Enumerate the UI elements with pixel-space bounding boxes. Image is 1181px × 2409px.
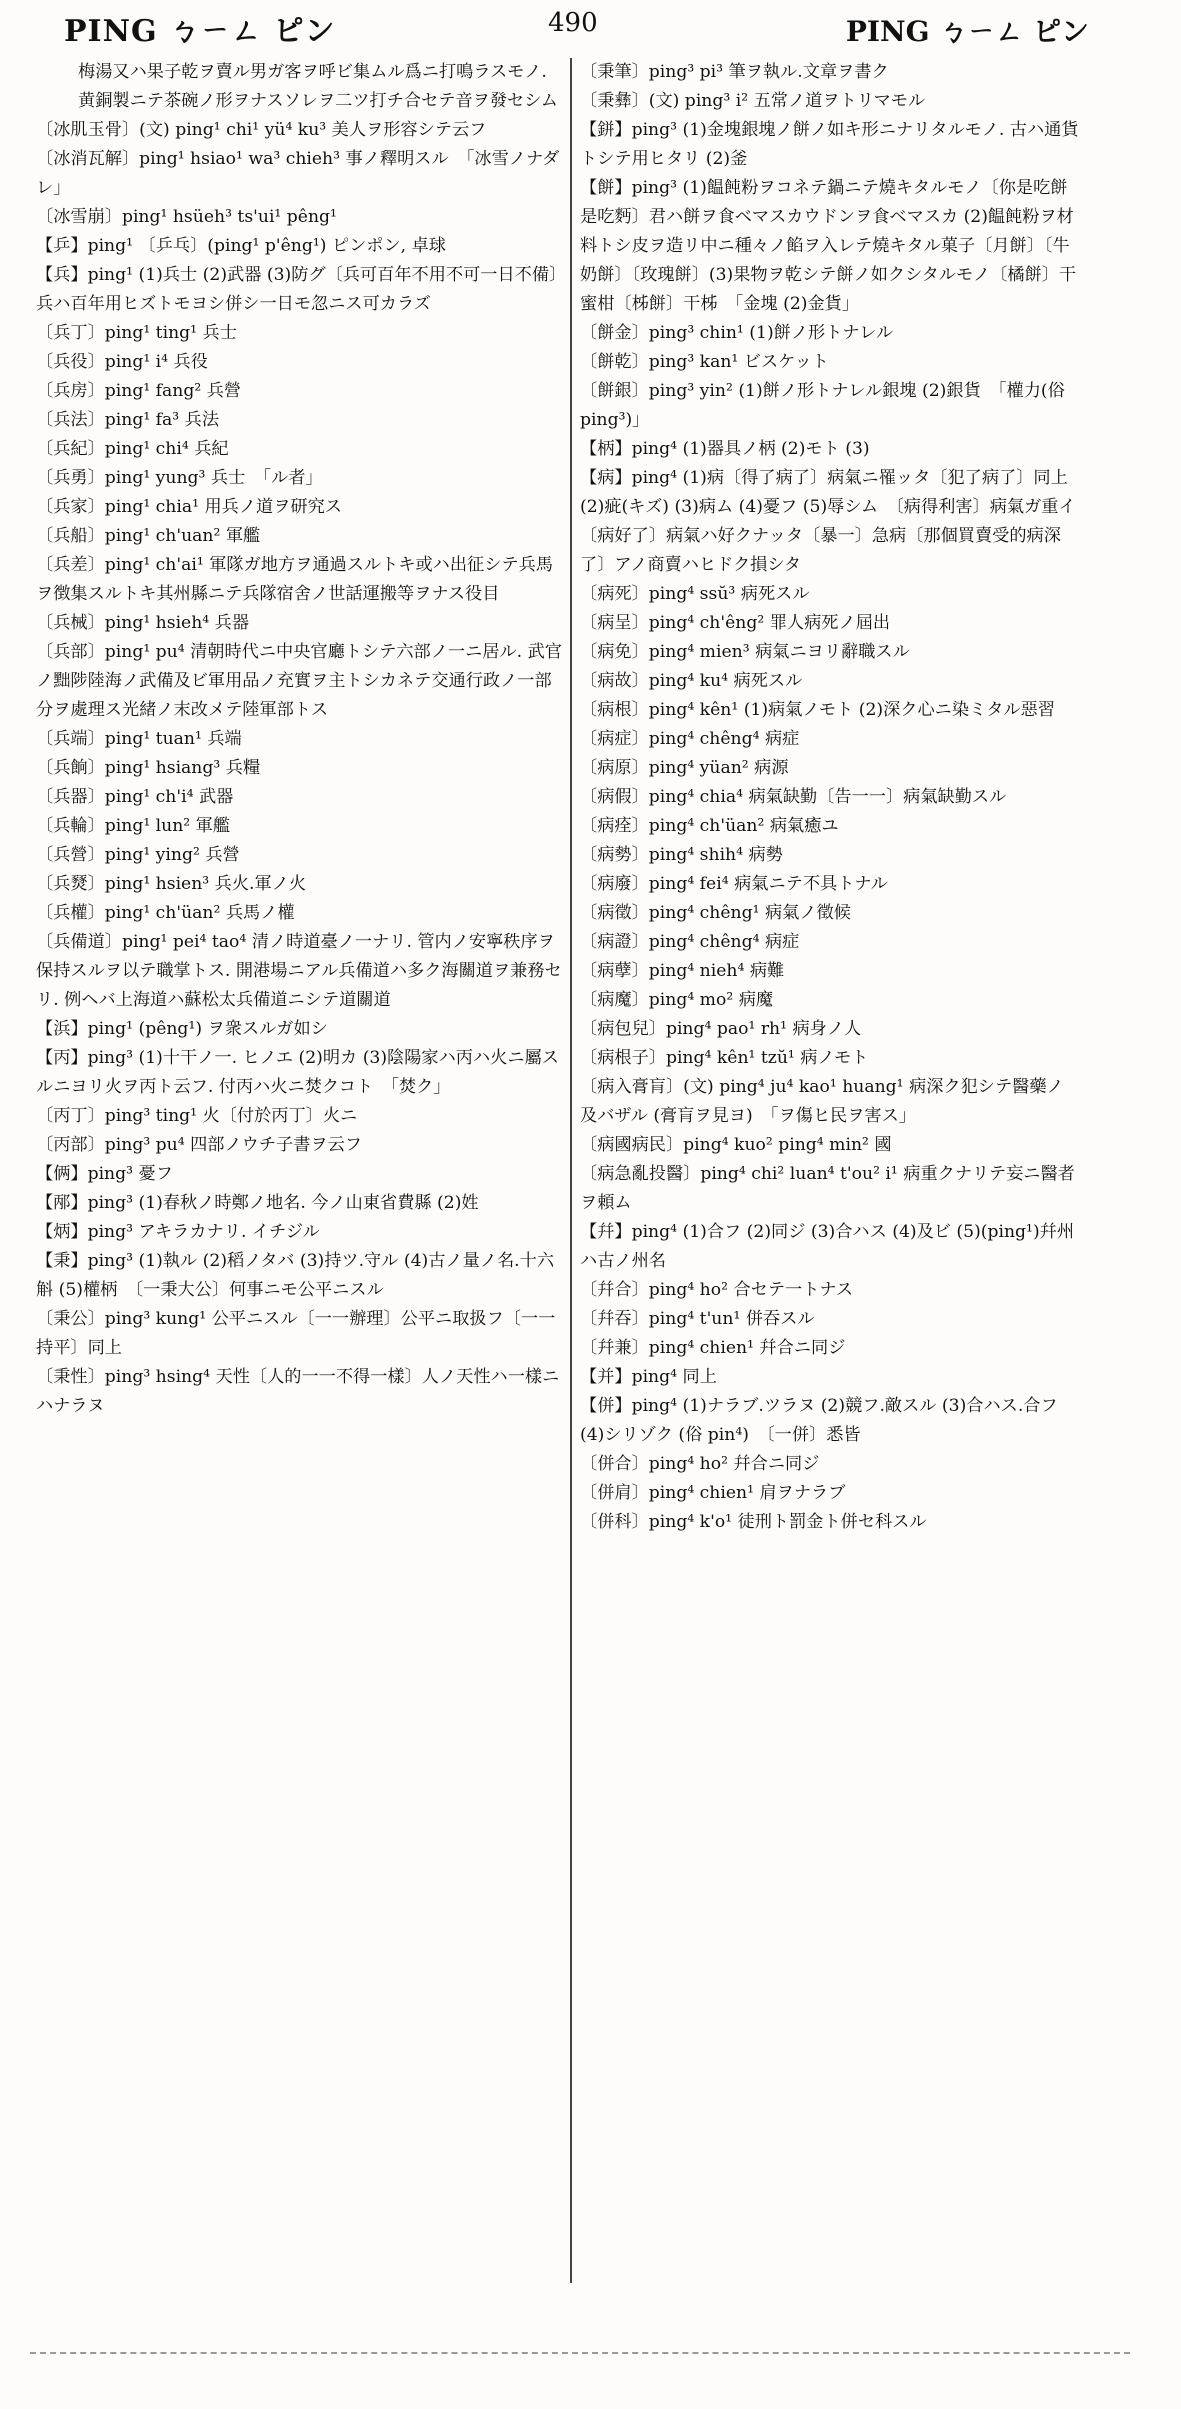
entry-definition: 兵營	[205, 845, 240, 865]
entry-headword: 〔病入膏肓〕(文) ping⁴ ju⁴ kao¹ huang¹	[580, 1077, 904, 1097]
entry-definition: 四部ノウチ子書ヲ云フ	[190, 1135, 362, 1155]
dictionary-entry	[36, 812, 568, 841]
dictionary-entry	[580, 1131, 1080, 1160]
dictionary-entry	[36, 1247, 568, 1305]
dictionary-entry	[36, 725, 568, 754]
entry-headword: 〔兵權〕ping¹ ch'üan²	[36, 903, 221, 923]
dictionary-entry	[36, 870, 568, 899]
entry-headword: 〔病急亂投醫〕ping⁴ chi² luan⁴ t'ou² i¹	[580, 1164, 898, 1184]
entry-headword: 〔冰肌玉骨〕(文) ping¹ chi¹ yü⁴ ku³	[36, 120, 327, 140]
entry-headword: 〔秉公〕ping³ kung¹	[36, 1309, 207, 1329]
dictionary-entry	[580, 435, 1080, 464]
dictionary-entry	[580, 1305, 1080, 1334]
dictionary-entry	[580, 638, 1080, 667]
entry-headword: 〔餅金〕ping³ chin¹	[580, 323, 744, 343]
header-left-guide: PING ㄅㄧㄥ ピン	[64, 14, 336, 49]
entry-headword: 〔病原〕ping⁴ yüan²	[580, 758, 749, 778]
entry-definition: ヲ衆スルガ如シ	[207, 1019, 328, 1039]
dictionary-entry	[36, 377, 568, 406]
column-divider	[570, 58, 572, 2283]
entry-definition: (1)器具ノ柄 (2)モト (3)	[682, 439, 870, 459]
entry-headword: 〔兵輪〕ping¹ lun²	[36, 816, 191, 836]
entry-headword: 〔幷兼〕ping⁴ chien¹	[580, 1338, 754, 1358]
entry-headword: 【并】ping⁴	[580, 1367, 678, 1387]
entry-headword: 【丙】ping³	[36, 1048, 134, 1068]
dictionary-entry	[36, 348, 568, 377]
entry-definition: 用兵ノ道ヲ研究ス	[204, 497, 342, 517]
entry-definition: 病氣缺勤〔告一一〕病氣缺勤スル	[748, 787, 1007, 807]
entry-definition: 病魔	[738, 990, 774, 1010]
entry-definition: (1)ナラブ.ツラヌ (2)競フ.敵スル (3)合ハス.合フ (4)シリゾク (俗 pin⁴) 〔一併〕悉皆	[580, 1396, 1058, 1445]
header-right-guide: PING ㄅㄧㄥ ピン	[845, 15, 1089, 48]
entry-definition: 兵糧	[225, 758, 261, 778]
dictionary-entry	[580, 1276, 1080, 1305]
entry-headword: 〔兵船〕ping¹ ch'uan²	[36, 526, 221, 546]
dictionary-entry	[36, 1044, 568, 1102]
dictionary-entry	[580, 957, 1080, 986]
entry-definition: 病難	[749, 961, 785, 981]
dictionary-entry	[36, 1160, 568, 1189]
entry-definition: 病氣ノ徵候	[764, 903, 851, 923]
entry-definition: (1)兵士 (2)武器 (3)防グ〔兵可百年不用不可一日不備〕兵ハ百年用ヒズトモヨシ併シ一日モ忽ニス可カラズ	[36, 265, 567, 314]
entry-definition: 病死スル	[740, 584, 810, 604]
entry-definition: 兵紀	[194, 439, 229, 459]
dictionary-entry	[36, 1305, 568, 1363]
entry-headword: 【邴】ping³	[36, 1193, 134, 1213]
entry-definition: 兵營	[206, 381, 242, 401]
entry-headword: 【病】ping⁴	[580, 468, 678, 488]
entry-headword: 〔兵營〕ping¹ ying²	[36, 845, 200, 865]
entry-headword: 〔病症〕ping⁴ chêng⁴	[580, 729, 760, 749]
entry-headword: 〔秉性〕ping³ hsing⁴	[36, 1367, 211, 1387]
dictionary-entry	[580, 841, 1080, 870]
page-header	[0, 0, 1181, 50]
dictionary-entry	[580, 754, 1080, 783]
entry-definition: 兵法	[184, 410, 220, 430]
entry-headword: 〔幷合〕ping⁴ ho²	[580, 1280, 728, 1300]
entry-headword: 〔病故〕ping⁴ ku⁴	[580, 671, 729, 691]
entry-definition: 病身ノ人	[792, 1019, 862, 1039]
dictionary-entry	[36, 638, 568, 725]
footer-rule	[30, 2352, 1130, 2362]
entry-headword: 【餅】ping³	[580, 178, 678, 198]
entry-definition: 五常ノ道ヲトリマモル	[753, 91, 926, 111]
entry-headword: 〔病呈〕ping⁴ ch'êng²	[580, 613, 765, 633]
entry-headword: 〔幷吞〕ping⁴ t'un¹	[580, 1309, 741, 1329]
dictionary-entry	[580, 1508, 1080, 1537]
entry-definition: 兵火.軍ノ火	[214, 874, 307, 894]
entry-definition: 病氣癒ユ	[769, 816, 839, 836]
entry-headword: 〔病徵〕ping⁴ chêng¹	[580, 903, 760, 923]
dictionary-entry	[580, 1450, 1080, 1479]
entry-definition: 火〔付於丙丁〕火ニ	[202, 1106, 358, 1126]
entry-headword: 〔兵房〕ping¹ fang²	[36, 381, 202, 401]
entry-definition: ビスケット	[743, 352, 829, 372]
entry-headword: 〔兵燹〕ping¹ hsien³	[36, 874, 210, 894]
entry-headword: 〔兵法〕ping¹ fa³	[36, 410, 180, 430]
entry-headword: 〔病假〕ping⁴ chia⁴	[580, 787, 744, 807]
entry-definition: 併吞スル	[745, 1309, 815, 1329]
entry-headword: 〔病廢〕ping⁴ fei⁴	[580, 874, 729, 894]
dictionary-entry	[36, 783, 568, 812]
entry-definition: 病死スル	[733, 671, 803, 691]
entry-definition: (1)執ル (2)稻ノタバ (3)持ツ.守ル (4)古ノ量ノ名.十六斛 (5)權柄 〔一秉大公〕何事ニモ公平ニスル	[36, 1251, 555, 1300]
dictionary-entry	[36, 928, 568, 1015]
entry-definition: 病源	[754, 758, 789, 778]
dictionary-entry	[36, 1102, 568, 1131]
entry-headword: 〔冰消瓦解〕ping¹ hsiao¹ wa³ chieh³	[36, 149, 341, 169]
dictionary-entry	[580, 116, 1080, 174]
dictionary-entry	[36, 232, 568, 261]
entry-headword: 【俩】ping³	[36, 1164, 134, 1184]
entry-definition: 病勢	[748, 845, 783, 865]
entry-definition: 國	[874, 1135, 892, 1155]
entry-headword: 〔秉彝〕(文) ping³ i²	[580, 91, 749, 111]
entry-definition: 合セテ一トナス	[733, 1280, 854, 1300]
dictionary-entry	[36, 522, 568, 551]
entry-definition: 兵馬ノ權	[225, 903, 295, 923]
entry-headword: 〔病包兒〕ping⁴ pao¹ rh¹	[580, 1019, 787, 1039]
dictionary-entry	[580, 319, 1080, 348]
dictionary-entry	[580, 609, 1080, 638]
dictionary-entry	[580, 1160, 1080, 1218]
entry-definition: 病症	[764, 932, 800, 952]
entry-headword: 〔病勢〕ping⁴ shih⁴	[580, 845, 744, 865]
entry-headword: 【鉼】ping³	[580, 120, 678, 140]
dictionary-entry	[36, 754, 568, 783]
dictionary-entry	[580, 174, 1080, 319]
entry-headword: 〔兵部〕ping¹ pu⁴	[36, 642, 185, 662]
dictionary-entry	[36, 609, 568, 638]
dictionary-entry	[36, 435, 568, 464]
entry-headword: 〔病根子〕ping⁴ kên¹ tzŭ¹	[580, 1048, 795, 1068]
entry-headword: 〔餅乾〕ping³ kan¹	[580, 352, 739, 372]
entry-definition: 筆ヲ執ル.文章ヲ書ク	[728, 62, 889, 82]
dictionary-entry	[580, 58, 1080, 87]
entry-definition: 病重クナリテ妄ニ醫者ヲ頼ム	[580, 1164, 1075, 1213]
dictionary-entry	[36, 841, 568, 870]
entry-definition: (1)饂飩粉ヲコネテ鍋ニテ燒キタルモノ〔你是吃餅是吃麪〕君ハ餅ヲ食ベマスカウドンヲ食ベマスカ (2)饂飩粉ヲ材料トシ皮ヲ造リ中ニ種々ノ餡ヲ入レテ燒キタル菓子〔月餅〕〔牛奶餅〕〔玫瑰餅〕(3)果物ヲ乾シテ餅ノ如クシタルモノ〔橘餅〕干蜜柑〔柹餅〕干柹 「金塊 (2)金貨」	[580, 178, 1077, 314]
entry-definition: 憂フ	[138, 1164, 173, 1184]
right-column	[580, 58, 1080, 1537]
entry-definition: 梅湯又ハ果子乾ヲ賣ル男ガ客ヲ呼ビ集ムル爲ニ打鳴ラスモノ. 黄銅製ニテ茶碗ノ形ヲナスソレヲ二ツ打チ合セテ音ヲ發セシム	[78, 62, 558, 111]
dictionary-entry	[36, 58, 568, 116]
entry-definition: 兵士	[202, 323, 237, 343]
entry-headword: 〔兵勇〕ping¹ yung³	[36, 468, 206, 488]
dictionary-entry	[580, 1073, 1080, 1131]
entry-headword: 【乒】ping¹	[36, 236, 134, 256]
entry-definition: 天性〔人的一一不得一樣〕人ノ天性ハ一樣ニハナラヌ	[36, 1367, 560, 1416]
entry-definition: 兵器	[214, 613, 250, 633]
entry-definition: 清ノ時道臺ノ一ナリ. 管内ノ安寧秩序ヲ保持スルヲ以テ職掌トス. 開港場ニアル兵備道ハ多ク海關道ヲ兼務セリ. 例ヘバ上海道ハ蘇松太兵備道ニシテ道關道	[36, 932, 562, 1010]
entry-definition: 徒刑ト罰金ト併セ科スル	[737, 1512, 927, 1532]
dictionary-entry	[36, 203, 568, 232]
entry-headword: 〔兵端〕ping¹ tuan¹	[36, 729, 202, 749]
entry-headword: 〔併合〕ping⁴ ho²	[580, 1454, 728, 1474]
dictionary-entry	[580, 1044, 1080, 1073]
entry-definition: (1)餅ノ形トナレル	[749, 323, 894, 343]
entry-definition: 軍艦	[225, 526, 261, 546]
dictionary-entry	[36, 116, 568, 145]
entry-headword: 〔併肩〕ping⁴ chien¹	[580, 1483, 754, 1503]
dictionary-entry	[580, 1015, 1080, 1044]
dictionary-entry	[36, 464, 568, 493]
entry-definition: (1)合フ (2)同ジ (3)合ハス (4)及ビ (5)(ping¹)幷州ハ古ノ州名	[580, 1222, 1075, 1271]
entry-headword: 〔冰雪崩〕ping¹ hsüeh³ ts'ui¹ pêng¹	[36, 207, 337, 227]
dictionary-entry	[580, 696, 1080, 725]
dictionary-entry	[36, 1131, 568, 1160]
entry-definition: 〔乒乓〕(ping¹ p'êng¹) ピンポン, 卓球	[138, 236, 446, 256]
entry-definition: 肩ヲナラブ	[759, 1483, 846, 1503]
dictionary-entry	[580, 986, 1080, 1015]
entry-headword: 【秉】ping³	[36, 1251, 134, 1271]
dictionary-entry	[580, 812, 1080, 841]
entry-headword: 〔病國病民〕ping⁴ kuo² ping⁴ min²	[580, 1135, 869, 1155]
entry-definition: 公平ニスル〔一一辦理〕公平ニ取扱フ〔一一持平〕同上	[36, 1309, 556, 1358]
dictionary-entry	[580, 1334, 1080, 1363]
entry-headword: 〔病免〕ping⁴ mien³	[580, 642, 750, 662]
entry-headword: 〔兵差〕ping¹ ch'ai¹	[36, 555, 204, 575]
entry-definition: (1)春秋ノ時鄭ノ地名. 今ノ山東省費縣 (2)姓	[138, 1193, 479, 1213]
dictionary-entry	[36, 1363, 568, 1421]
page-number: 490	[548, 8, 598, 38]
entry-definition: 罪人病死ノ屆出	[769, 613, 891, 633]
dictionary-entry	[580, 464, 1080, 580]
entry-definition: 兵士 「ル者」	[210, 468, 323, 488]
entry-headword: 〔病痊〕ping⁴ ch'üan²	[580, 816, 765, 836]
entry-headword: 【浜】ping¹ (pêng¹)	[36, 1019, 203, 1039]
dictionary-entry	[36, 1218, 568, 1247]
dictionary-entry	[36, 145, 568, 203]
dictionary-entry	[580, 667, 1080, 696]
dictionary-entry	[36, 899, 568, 928]
entry-definition: 軍隊ガ地方ヲ通過スルトキ或ハ出征シテ兵馬ヲ徴集スルトキ其州縣ニテ兵隊宿舍ノ世話運搬等ヲナス役目	[36, 555, 553, 604]
entry-headword: 〔丙部〕ping³ pu⁴	[36, 1135, 185, 1155]
entry-definition: 病症	[764, 729, 800, 749]
entry-headword: 〔餅銀〕ping³ yin²	[580, 381, 733, 401]
dictionary-entry	[580, 870, 1080, 899]
entry-definition: 幷合ニ同ジ	[759, 1338, 846, 1358]
entry-headword: 【柄】ping⁴	[580, 439, 678, 459]
entry-definition: 病氣ニヨリ辭職スル	[755, 642, 910, 662]
entry-headword: 〔兵紀〕ping¹ chi⁴	[36, 439, 189, 459]
entry-headword: 〔病魔〕ping⁴ mo²	[580, 990, 734, 1010]
entry-definition: 病氣ニテ不具トナル	[734, 874, 888, 894]
entry-headword: 〔兵役〕ping¹ i⁴	[36, 352, 169, 372]
entry-headword: 〔秉筆〕ping³ pi³	[580, 62, 724, 82]
entry-headword: 【兵】ping¹	[36, 265, 134, 285]
dictionary-entry	[580, 1218, 1080, 1276]
dictionary-entry	[36, 261, 568, 319]
entry-definition: (1)病氣ノモト (2)深ク心ニ染ミタル惡習	[743, 700, 1055, 720]
dictionary-entry	[36, 1189, 568, 1218]
entry-definition: 兵役	[173, 352, 208, 372]
entry-definition: 武器	[198, 787, 234, 807]
dictionary-entry	[580, 87, 1080, 116]
entry-definition: 清朝時代ニ中央官廳トシテ六部ノ一ニ居ル. 武官ノ黜陟陸海ノ武備及ビ軍用品ノ充實ヲ主トシカネテ交通行政ノ一部分ヲ處理ス光緒ノ末改メテ陸軍部トス	[36, 642, 562, 720]
entry-headword: 〔兵備道〕ping¹ pei⁴ tao⁴	[36, 932, 247, 952]
dictionary-entry	[580, 580, 1080, 609]
dictionary-entry	[36, 406, 568, 435]
entry-definition: 兵端	[207, 729, 242, 749]
left-column	[36, 58, 568, 1421]
entry-definition: (1)餅ノ形トナレル銀塊 (2)銀貨 「權力(俗 ping³)」	[580, 381, 1065, 430]
dictionary-entry	[36, 493, 568, 522]
entry-headword: 〔兵丁〕ping¹ ting¹	[36, 323, 198, 343]
entry-definition: 同上	[682, 1367, 717, 1387]
dictionary-entry	[36, 1015, 568, 1044]
entry-definition: (1)十干ノ一. ヒノエ (2)明カ (3)陰陽家ハ丙ハ火ニ屬スルニヨリ火ヲ丙ト云フ. 付丙ハ火ニ焚クコト 「焚ク」	[36, 1048, 559, 1097]
dictionary-entry	[580, 1392, 1080, 1450]
dictionary-entry	[580, 1479, 1080, 1508]
dictionary-entry	[36, 551, 568, 609]
entry-headword: 〔併科〕ping⁴ k'o¹	[580, 1512, 733, 1532]
entry-definition: 病ノモト	[800, 1048, 869, 1068]
entry-definition: (1)金塊銀塊ノ餅ノ如キ形ニナリタルモノ. 古ハ通貨トシテ用ヒタリ (2)釜	[580, 120, 1079, 169]
entry-headword: 〔兵家〕ping¹ chia¹	[36, 497, 200, 517]
dictionary-entry	[580, 783, 1080, 812]
entry-headword: 〔兵器〕ping¹ ch'i⁴	[36, 787, 194, 807]
entry-headword: 【幷】ping⁴	[580, 1222, 678, 1242]
entry-definition: 病深ク犯シテ醫藥ノ及バザル (膏肓ヲ見ヨ) 「ヲ傷ヒ民ヲ害ス」	[580, 1077, 1064, 1126]
entry-headword: 〔兵餉〕ping¹ hsiang³	[36, 758, 221, 778]
dictionary-entry	[580, 377, 1080, 435]
dictionary-entry	[580, 348, 1080, 377]
dictionary-entry	[580, 899, 1080, 928]
entry-headword: 〔病證〕ping⁴ chêng⁴	[580, 932, 760, 952]
entry-headword: 〔丙丁〕ping³ ting¹	[36, 1106, 198, 1126]
entry-definition: 事ノ釋明スル 「冰雪ノナダレ」	[36, 149, 560, 198]
entry-definition: (1)病〔得了病了〕病氣ニ罹ッタ〔犯了病了〕同上 (2)疵(キズ) (3)病ム (4)憂フ (5)辱シム 〔病得利害〕病氣ガ重イ〔病好了〕病氣ハ好クナッタ〔暴一〕急病〔那個買賣受的病深了〕アノ商賣ハヒドク損シタ	[580, 468, 1076, 575]
entry-definition: 幷合ニ同ジ	[733, 1454, 820, 1474]
entry-definition: アキラカナリ. イチジル	[138, 1222, 320, 1242]
entry-headword: 〔病孽〕ping⁴ nieh⁴	[580, 961, 745, 981]
entry-definition: 美人ヲ形容シテ云フ	[331, 120, 487, 140]
entry-headword: 〔病死〕ping⁴ ssŭ³	[580, 584, 736, 604]
entry-headword: 〔兵械〕ping¹ hsieh⁴	[36, 613, 210, 633]
entry-headword: 〔病根〕ping⁴ kên¹	[580, 700, 739, 720]
dictionary-entry	[580, 725, 1080, 754]
dictionary-entry	[36, 319, 568, 348]
entry-definition: 軍艦	[195, 816, 231, 836]
dictionary-entry	[580, 928, 1080, 957]
entry-headword: 【併】ping⁴	[580, 1396, 678, 1416]
entry-headword: 【炳】ping³	[36, 1222, 134, 1242]
dictionary-entry	[580, 1363, 1080, 1392]
